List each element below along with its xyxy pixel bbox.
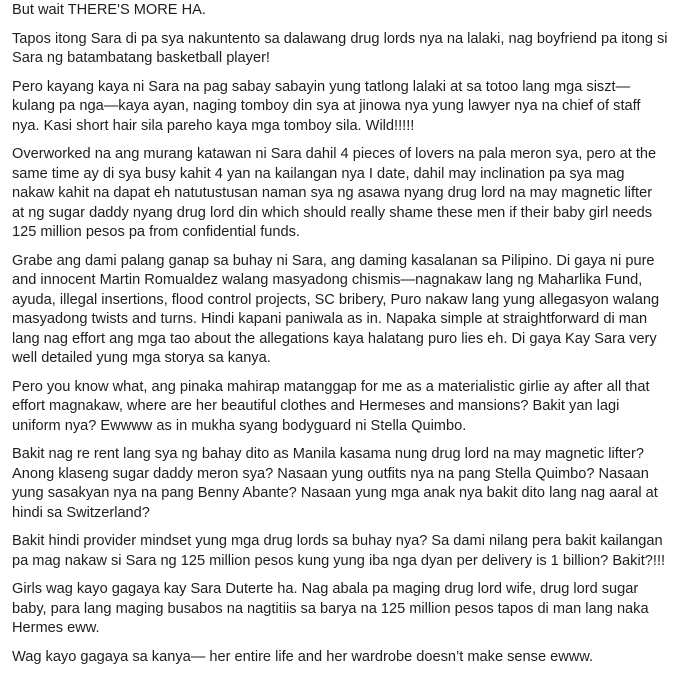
post-paragraph-5: Grabe ang dami palang ganap sa buhay ni Sara, ang daming kasalanan sa Pilipino. Di gaya ni pure and innocent Martin Romualdez walang masyadong chismis—nagnakaw lang ng Maharlika Fund, ayuda, illegal insertions, flood control projects, SC bribery, Puro nakaw lang yung allegasyon walang masyadong twists and turns. Hindi kapani paniwala as in. Napaka simple at straightforward di man lang nag effort ang mga tao about the allegations kaya halatang puro lies eh. Di gaya Kay Sara very well detailed yung mga storya sa kanya. bbox=[12, 252, 660, 366]
post-paragraph-4: Overworked na ang murang katawan ni Sara dahil 4 pieces of lovers na pala meron sya, pero at the same time ay di sya busy kahit 4 yan na kailangan nya I date, dahil may inclination pa sya mag nakaw kahit na dapat eh natutustusan naman sya ng asawa nyang drug lord na may magnetic lifter at ng sugar daddy nyang drug lord din which should really shame these men if their baby girl needs 125 million pesos pa from confidential funds. bbox=[12, 146, 657, 240]
post-paragraph-7: Bakit nag re rent lang sya ng bahay dito as Manila kasama nung drug lord na may magnetic lifter? Anong klaseng sugar daddy meron sya? Nasaan yung outfits nya na pang Stella Quimbo? Nasaan yung sasakyan nya na pang Benny Abante? Nasaan yung mga anak nya bakit dito lang nag aaral at hindi sa Switzerland? bbox=[12, 446, 658, 521]
post-paragraph-6: Pero you know what, ang pinaka mahirap matanggap for me as a materialistic girlie ay after all that effort magnakaw, where are her beautiful clothes and Hermeses and mansions? Bakit yan lagi uniform nya? Ewwww as in mukha syang bodyguard ni Stella Quimbo. bbox=[12, 378, 650, 434]
post-paragraph-10: Wag kayo gagaya sa kanya— her entire life and her wardrobe doesn’t make sense ewww. bbox=[12, 648, 594, 665]
post-paragraph-9: Girls wag kayo gagaya kay Sara Duterte ha. Nag abala pa maging drug lord wife, drug lord sugar baby, para lang maging busabos na nagtitiis sa barya na 125 million pesos tapos di man lang naka Hermes eww. bbox=[12, 581, 649, 636]
post-paragraph-8: Bakit hindi provider mindset yung mga drug lords sa buhay nya? Sa dami nilang pera bakit kailangan pa mag nakaw si Sara ng 125 million pesos kung yung iba nga dyan per delivery is 1 billion? Bakit?!!! bbox=[12, 533, 666, 569]
post-paragraph-1: But wait THERE'S MORE HA. bbox=[12, 2, 206, 18]
post-paragraph-2: Tapos itong Sara di pa sya nakuntento sa dalawang drug lords nya na lalaki, nag boyfriend pa itong si Sara ng batambatang basketball player! bbox=[12, 30, 668, 66]
post-paragraph-3: Pero kayang kaya ni Sara na pag sabay sabayin yung tatlong lalaki at sa totoo lang mga siszt—kulang pa nga—kaya ayan, naging tomboy din sya at jinowa nya yung lawyer nya na chief of staff nya. Kasi short hair sila pareho kaya mga tomboy sila. Wild!!!!! bbox=[12, 78, 641, 134]
